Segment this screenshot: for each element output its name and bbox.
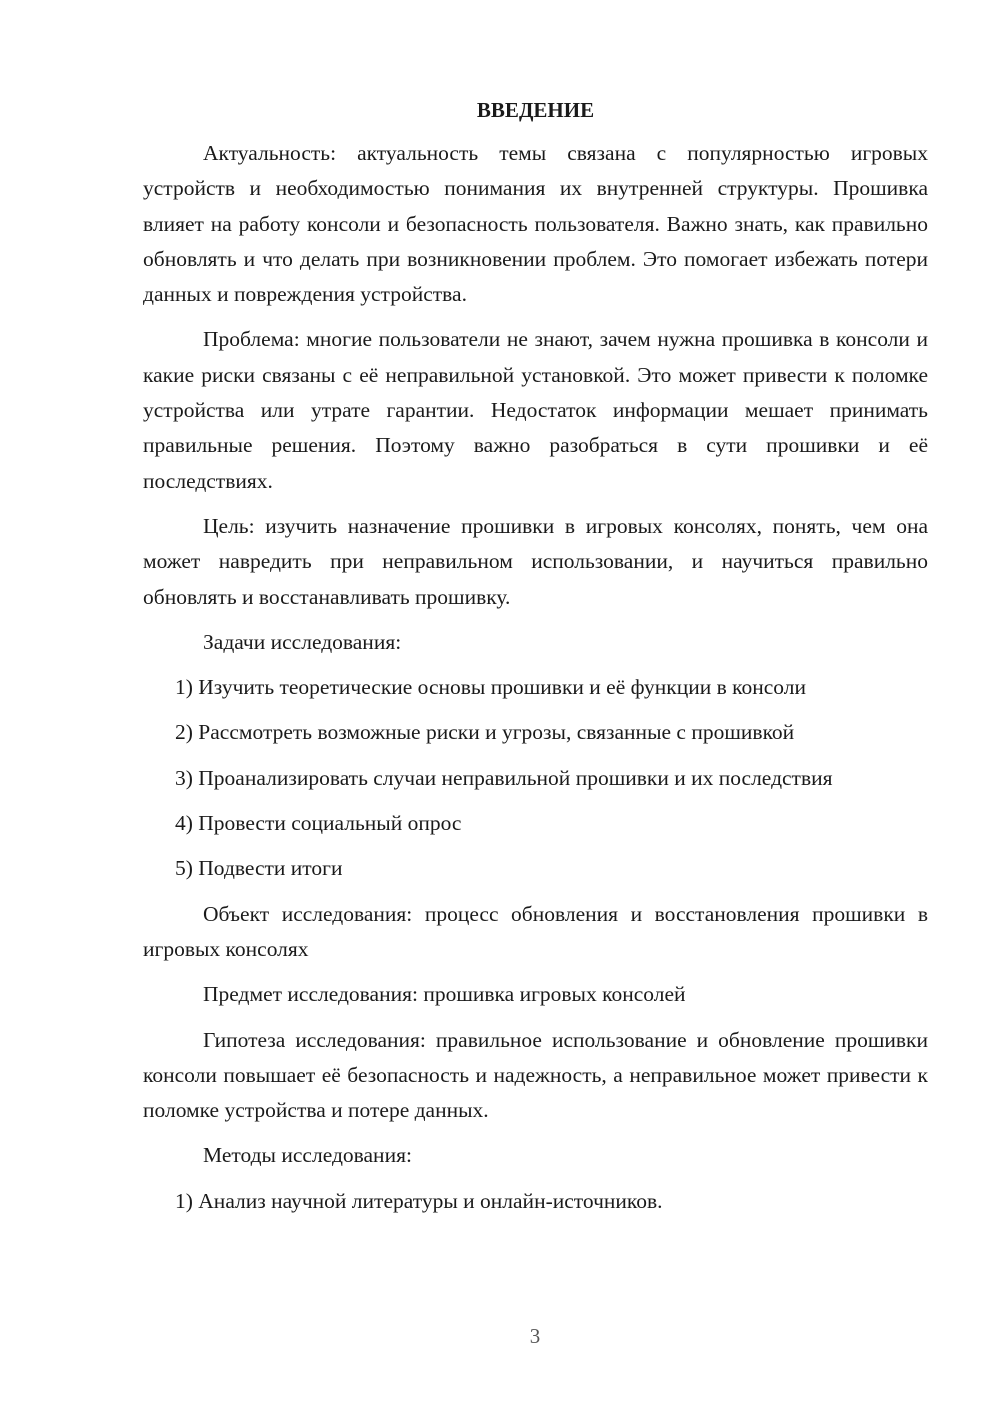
tasks-heading: Задачи исследования:: [203, 629, 402, 654]
methods-heading: Методы исследования:: [203, 1143, 412, 1168]
problem-paragraph: Проблема: многие пользователи не знают, зачем нужна прошивка в консоли и какие риски связаны с её неправильной установкой. Это может привести к поломке устройства или утрате гарантии. Недостаток информации мешает принимать правильные решения. Поэтому важно разобраться в сути прошивки и её последствиях.: [143, 327, 928, 493]
subject-paragraph: Предмет исследования: прошивка игровых консолей: [203, 982, 686, 1007]
page-title: ВВЕДЕНИЕ: [476, 98, 595, 122]
object-paragraph: Объект исследования: процесс обновления и восстановления прошивки в игровых консолях: [143, 901, 928, 961]
task-item-1: 1) Изучить теоретические основы прошивки и её функции в консоли: [175, 675, 806, 700]
task-item-5: 5) Подвести итоги: [175, 856, 343, 881]
goal-paragraph: Цель: изучить назначение прошивки в игровых консолях, понять, чем она может навредить при неправильном использовании, и научиться правильно обновлять и восстанавливать прошивку.: [143, 513, 928, 609]
task-item-2: 2) Рассмотреть возможные риски и угрозы, связанные с прошивкой: [175, 720, 795, 745]
task-item-3: 3) Проанализировать случаи неправильной прошивки и их последствия: [175, 765, 833, 790]
page-number: 3: [529, 1324, 541, 1348]
method-item-1: 1) Анализ научной литературы и онлайн-источников.: [175, 1188, 663, 1213]
document-page: [143, 92, 928, 1229]
hypothesis-paragraph: Гипотеза исследования: правильное использование и обновление прошивки консоли повышает её безопасность и надежность, а неправильное может привести к поломке устройства и потере данных.: [143, 1027, 928, 1123]
task-item-4: 4) Провести социальный опрос: [175, 811, 462, 836]
relevance-paragraph: Актуальность: актуальность темы связана с популярностью игровых устройств и необходимостью понимания их внутренней структуры. Прошивка влияет на работу консоли и безопасность пользователя. Важно знать, как правильно обновлять и что делать при возникновении проблем. Это помогает избежать потери данных и повреждения устройства.: [143, 141, 928, 307]
